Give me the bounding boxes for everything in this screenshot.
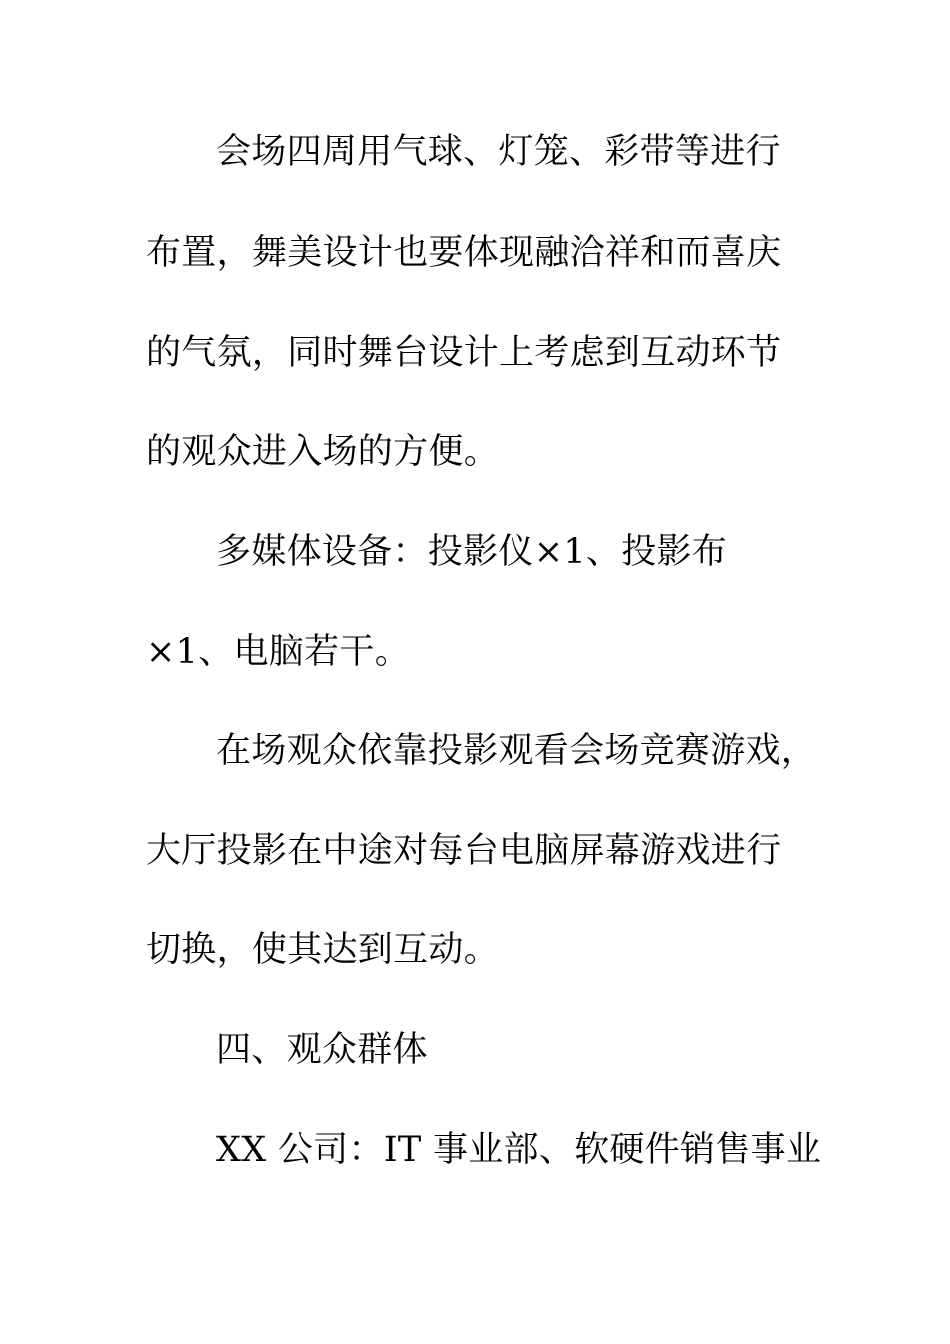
paragraph-venue-decoration-line-4: 的观众进入场的方便。 [146,432,500,472]
paragraph-projection-line-2: 大厅投影在中途对每台电脑屏幕游戏进行 [146,831,782,871]
paragraph-venue-decoration-line-3: 的气氛，同时舞台设计上考虑到互动环节 [146,333,782,373]
paragraph-projection-line-1: 在场观众依靠投影观看会场竞赛游戏， [216,731,817,771]
paragraph-multimedia-line-1: 多媒体设备：投影仪×1、投影布 [216,532,728,572]
paragraph-company-line-1: XX 公司：IT 事业部、软硬件销售事业 [216,1130,822,1170]
paragraph-venue-decoration-line-2: 布置，舞美设计也要体现融洽祥和而喜庆 [146,233,782,273]
paragraph-multimedia-line-2: ×1、电脑若干。 [146,632,410,672]
paragraph-venue-decoration-line-1: 会场四周用气球、灯笼、彩带等进行 [216,132,781,172]
section-heading-audience: 四、观众群体 [216,1030,428,1070]
paragraph-projection-line-3: 切换，使其达到互动。 [146,930,500,970]
